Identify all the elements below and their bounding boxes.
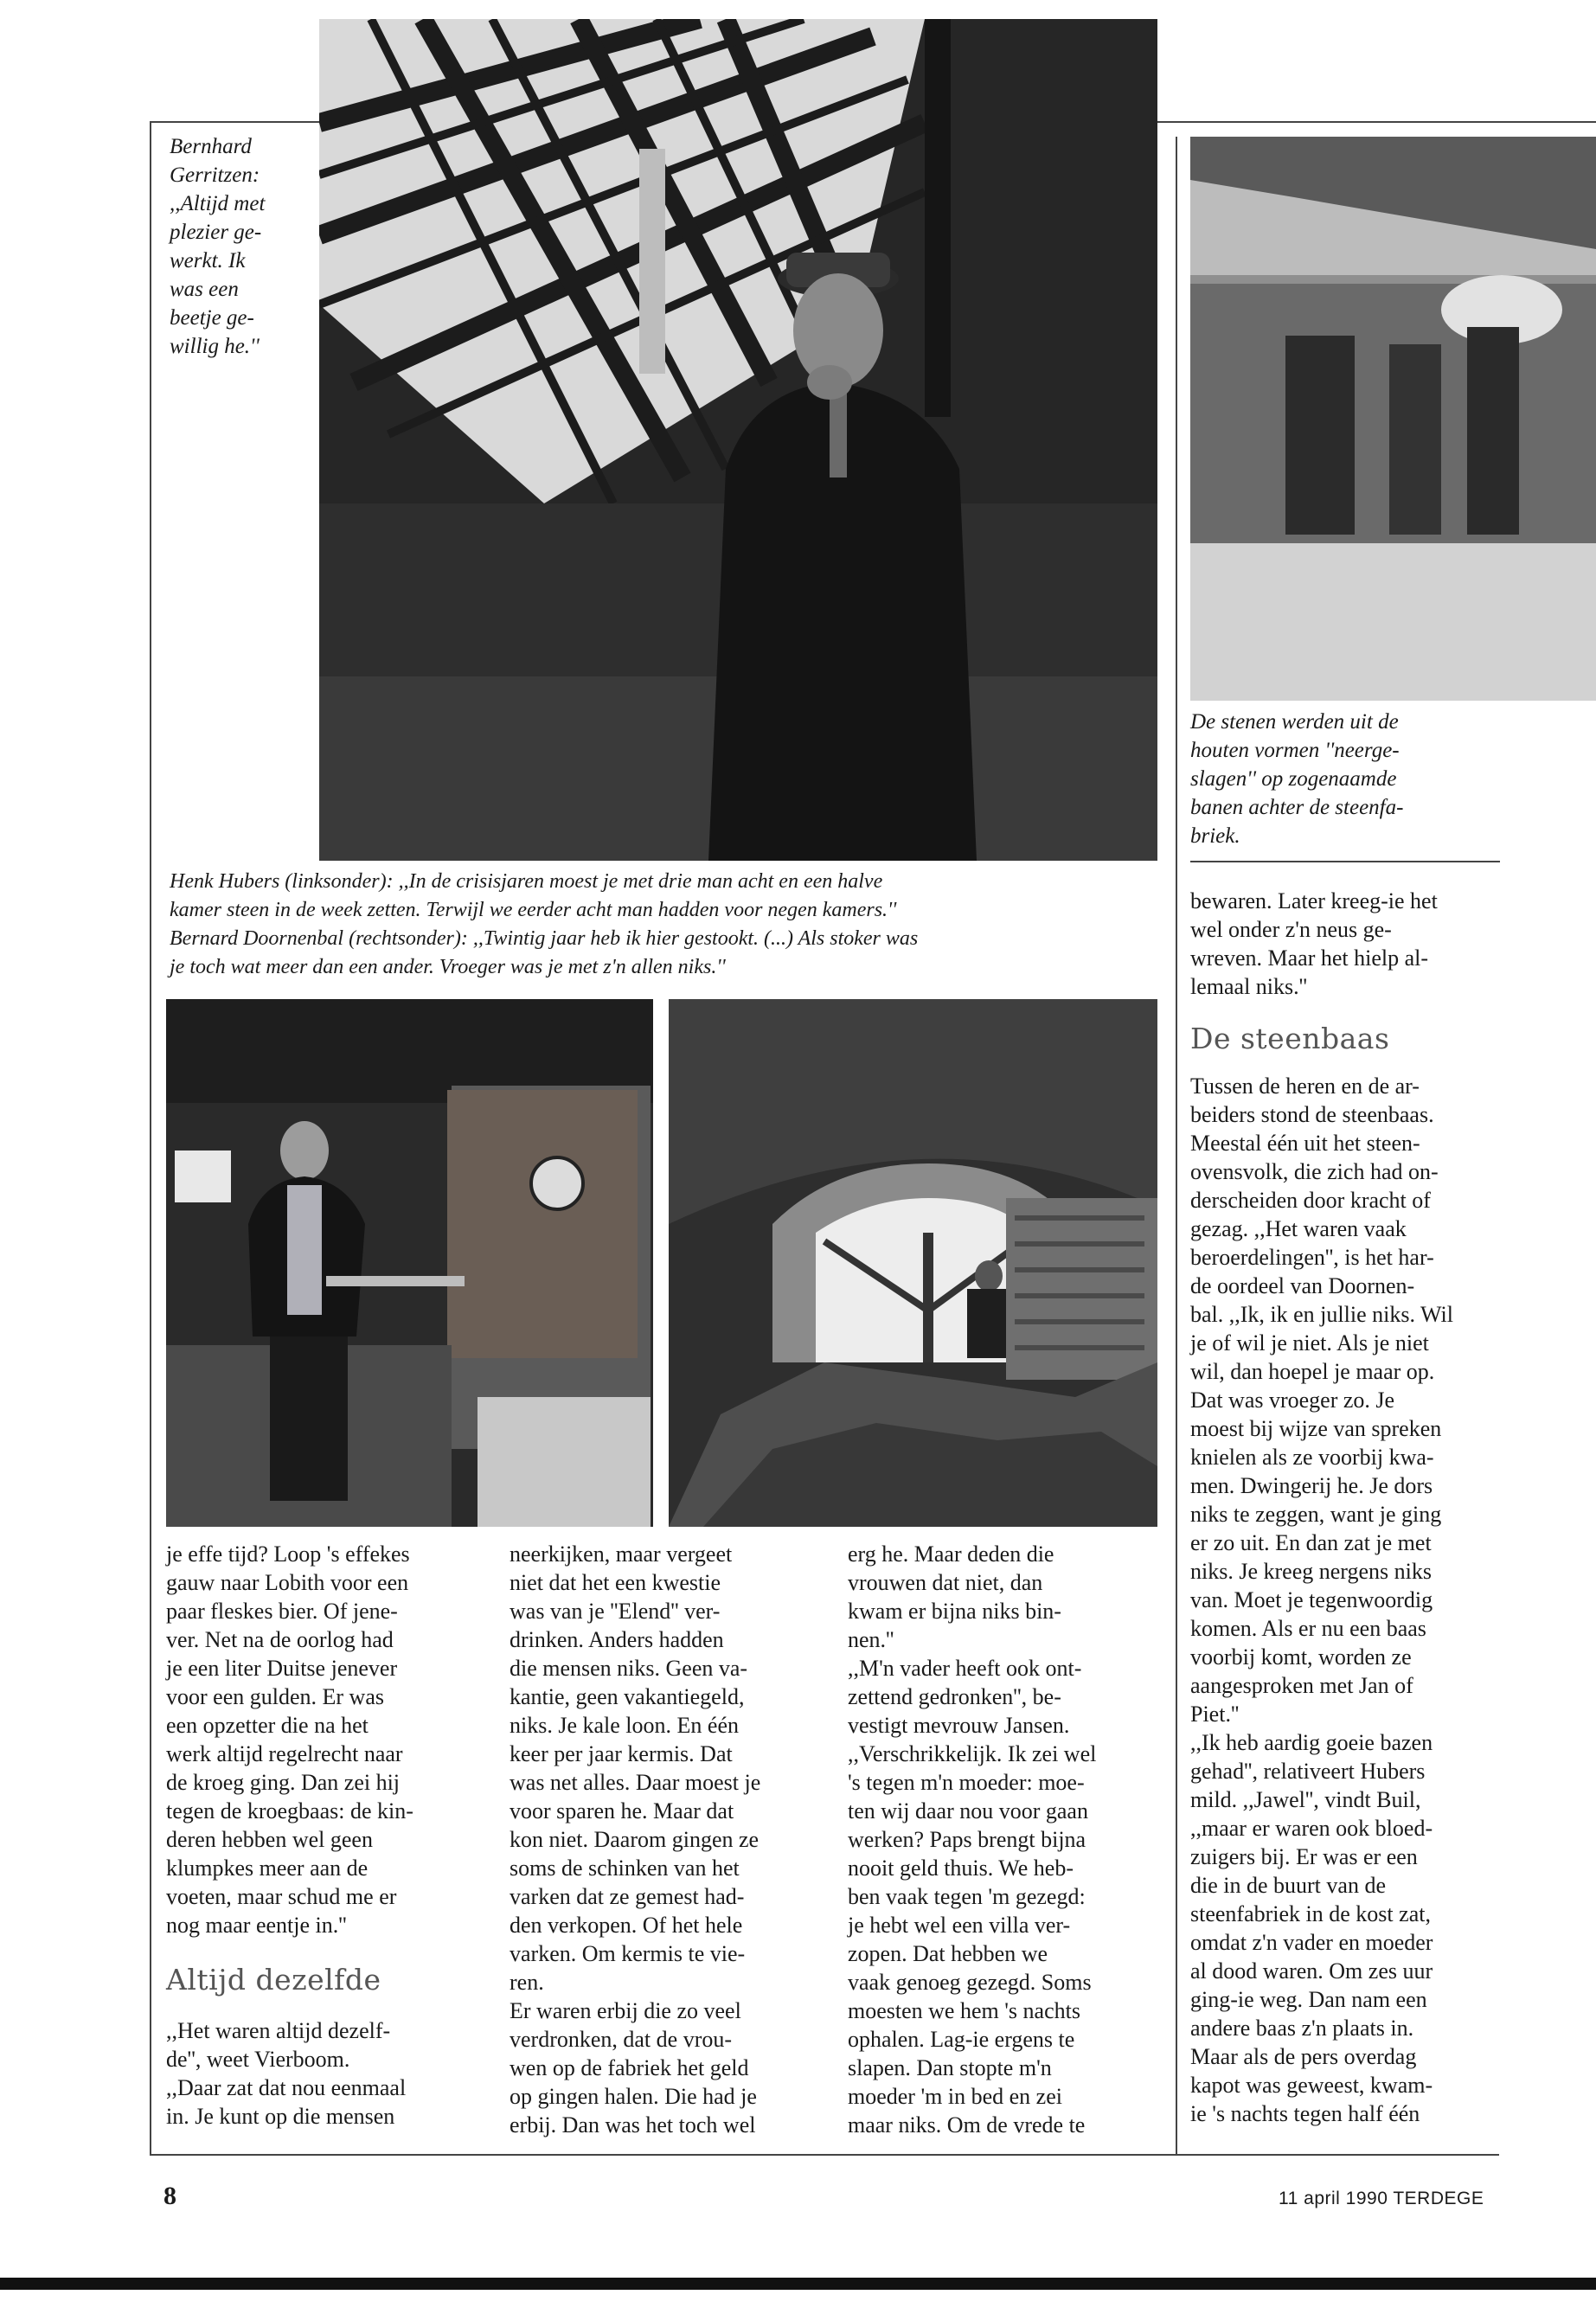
bernard-doornenbal-photo xyxy=(669,999,1157,1527)
bernhard-gerritzen-photo xyxy=(319,19,1157,861)
page-number: 8 xyxy=(163,2182,176,2210)
top-rule-right xyxy=(1157,121,1596,123)
article-column-3: erg he. Maar deden die vrouwen dat niet, dan kwam er bijna niks bin- nen.'' ,,M'n vader heeft ook ont- zettend gedronken'', be- vestigt mevrouw Jansen. ,,Verschrikkelijk. Ik zei wel 's tegen m'n moeder: moe- ten wij daar nou voor gaan werken? Paps brengt bijna nooit geld thuis. We heb- ben vaak tegen 'm gezegd: je hebt wel een villa ver- zopen. Dat hebben we vaak genoeg gezegd. Soms moesten we hem 's nachts ophalen. Lag-ie ergens te slapen. Dan stopte m'n moeder 'm in bed en zei maar niks. Om de vrede te xyxy=(848,1541,1097,2138)
top-rule-left xyxy=(150,121,319,123)
right-column-intro-text: bewaren. Later kreeg-ie het wel onder z'n neus ge- wreven. Maar het hielp al- lemaal niks.'' xyxy=(1190,888,1438,999)
henk-hubers-photo xyxy=(166,999,653,1527)
article-column-right: De steenbaas Tussen de heren en de ar- beiders stond de steenbaas. Meestal één uit het steen- ovensvolk, die zich had on- derscheiden door kracht of gezag. ,,Het waren vaak beroerdelingen'', is het har- de oordeel van Doornen- bal. ,,Ik, ik en jullie niks. Wil je of wil je niet. Als je niet wil, dan hoepel je maar op. Dat was vroeger zo. Je moest bij wijze van spreken knielen als ze voorbij kwa- men. Dwingerij he. Je dors niks te zeggen, want je ging er zo uit. En dan zat je met niks. Je kreeg nergens niks van. Moet je tegenwoordig komen. Als er nu een baas voorbij komt, worden ze aangesproken met Jan of Piet.'' ,,Ik heb aardig goeie bazen gehad'', relativeert Hubers mild. ,,Jawel'', vindt Buil, ,,maar er waren ook bloed- zuigers bij. Er was er een die in de buurt van de steenfabriek in de kost zat, omdat z'n vader en moeder al dood waren. Om zes uur ging-ie weg. Dan nam een andere baas z'n plaats in. Maar als de pers overdag kapot was geweest, kwam- ie 's nachts tegen half één xyxy=(1190,1012,1502,2128)
issue-date: 11 april 1990 TERDEGE xyxy=(1279,2189,1484,2208)
caption-hubers-doornenbal: Henk Hubers (linksonder): ,,In de crisisjaren moest je met drie man acht en een halve kamer steen in de week zetten. Terwijl we eerder acht man hadden voor negen kamers.'' Bernard Doornenbal (rechtsonder): ,,Twintig jaar heb ik hier gestookt. (...) Als stoker was je toch wat meer dan een ander. Vroeger was je met z'n allen niks.'' xyxy=(170,870,919,978)
brick-making-photo xyxy=(1190,137,1596,701)
right-column-divider xyxy=(1176,137,1177,2156)
article-column-1: je effe tijd? Loop 's effekes gauw naar Lobith voor een paar fleskes bier. Of jene- ver. Net na de oorlog had je een liter Duitse jenever voor een gulden. Er was een opzetter die na het werk altijd regelrecht naar de kroeg ging. Dan zei hij tegen de kroegbaas: de kin- deren hebben wel geen klumpkes meer aan de voeten, maar schud me er nog maar eentje in.'' Altijd dezelfde ,,Het waren altijd dezelf- de'', weet Vierboom. ,,Daar zat dat nou eenmaal in. Je kunt op die mensen xyxy=(166,1540,478,2131)
heading-altijd-dezelfde: Altijd dezelfde xyxy=(166,1963,381,1997)
article-column-2: neerkijken, maar vergeet niet dat het een kwestie was van je ''Elend'' ver- drinken. Anders hadden die mensen niks. Geen va- kantie, geen vakantiegeld, niks. Je kale loon. En één keer per jaar kermis. Dat was net alles. Daar moest je voor sparen he. Maar dat kon niet. Daarom gingen ze soms de schinken van het varken dat ze gemest had- den verkopen. Of het hele varken. Om kermis te vie- ren. Er waren erbij die zo veel verdronken, dat de vrou- wen op de fabriek het geld op gingen halen. Die had je erbij. Dan was het toch wel xyxy=(510,1541,761,2138)
heading-de-steenbaas: De steenbaas xyxy=(1190,1022,1390,1055)
bottom-rule xyxy=(150,2154,1499,2156)
bottom-page-bar xyxy=(0,2278,1596,2290)
caption-bernhard-gerritzen: Bernhard Gerritzen: ,,Altijd met plezier ge- werkt. Ik was een beetje ge- willig he.'' xyxy=(170,135,266,358)
caption-brick-making: De stenen werden uit de houten vormen ''neerge- slagen'' op zogenaamde banen achter de steenfa- briek. xyxy=(1190,710,1404,848)
right-caption-rule xyxy=(1190,861,1500,862)
left-frame-rule xyxy=(150,121,151,2156)
